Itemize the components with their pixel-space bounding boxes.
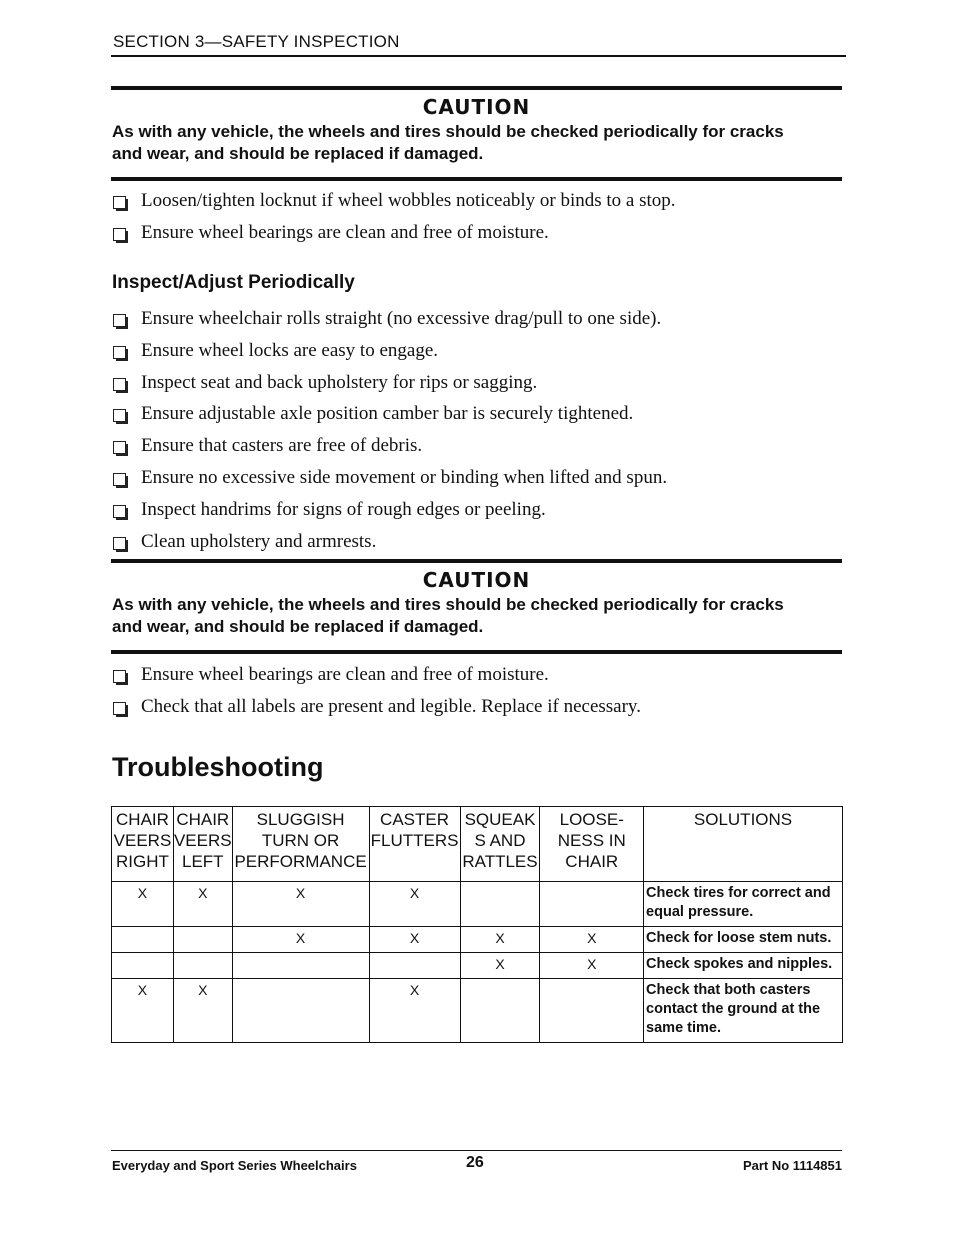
checklist-item-text: Clean upholstery and armrests. xyxy=(141,530,377,552)
checklist-item-text: Check that all labels are present and legible. Replace if necessary. xyxy=(141,695,641,717)
header-line: PERFORMANCE xyxy=(234,852,367,871)
mark-cell: X xyxy=(232,927,369,953)
caution-line: As with any vehicle, the wheels and tires should be checked periodically for cracks xyxy=(112,595,784,614)
caution-box xyxy=(111,86,842,181)
solution-line: Check spokes and nipples. xyxy=(646,956,833,972)
header-rule xyxy=(111,55,846,57)
mark-cell: X xyxy=(112,882,174,927)
header-line: S AND xyxy=(474,831,526,850)
caution-text xyxy=(111,121,842,165)
part-number: Part No 1114851 xyxy=(742,1158,842,1173)
mark-cell xyxy=(460,979,540,1043)
checkbox-icon xyxy=(113,346,126,359)
column-header xyxy=(644,807,843,882)
checklist-item xyxy=(111,663,846,695)
periodic-checklist xyxy=(111,307,846,561)
checklist-item-text: Loosen/tighten locknut if wheel wobbles noticeably or binds to a stop. xyxy=(141,190,676,211)
checkbox-icon xyxy=(113,228,126,241)
mark-cell xyxy=(460,882,540,927)
mark-cell: X xyxy=(540,953,644,979)
troubleshooting-title: Troubleshooting xyxy=(112,752,324,782)
caution-box xyxy=(111,559,842,654)
caution-line: and wear, and should be replaced if damaged. xyxy=(112,144,484,163)
caution-text xyxy=(111,594,842,638)
section-subheading: Inspect/Adjust Periodically xyxy=(112,272,355,293)
checklist-item xyxy=(111,339,846,371)
checklist-item-text: Ensure that casters are free of debris. xyxy=(141,435,423,457)
column-header xyxy=(540,807,644,882)
header-line: SOLUTIONS xyxy=(693,810,793,829)
checkbox-icon xyxy=(113,196,126,209)
mark-cell: X xyxy=(173,882,232,927)
caution-line: and wear, and should be replaced if damaged. xyxy=(112,617,484,636)
header-line: TURN OR xyxy=(261,831,340,850)
checklist-item-text: Ensure wheelchair rolls straight (no excessive drag/pull to one side). xyxy=(141,308,662,329)
checkbox-icon xyxy=(113,670,126,683)
mark-cell xyxy=(173,927,232,953)
header-line: SQUEAK xyxy=(464,810,536,829)
mark-cell: X xyxy=(540,927,644,953)
checkbox-icon xyxy=(113,505,126,518)
checklist-item-text: Inspect seat and back upholstery for rips or sagging. xyxy=(141,371,538,393)
checklist-item-text: Ensure wheel bearings are clean and free of moisture. xyxy=(141,221,549,243)
checkbox-icon xyxy=(113,441,126,454)
checklist-item xyxy=(111,189,846,221)
checklist xyxy=(111,663,846,727)
solution-cell xyxy=(644,882,843,927)
header-line: LOOSE- xyxy=(559,810,624,829)
caution-line: As with any vehicle, the wheels and tires should be checked periodically for cracks xyxy=(112,122,784,141)
troubleshooting-table xyxy=(111,806,843,1043)
solution-line: contact the ground at the xyxy=(646,1001,821,1017)
mark-cell xyxy=(112,927,174,953)
solution-cell xyxy=(644,927,843,953)
solution-cell xyxy=(644,979,843,1043)
footer-rule xyxy=(111,1150,842,1151)
table-row xyxy=(112,927,843,953)
column-header xyxy=(369,807,460,882)
column-header xyxy=(173,807,232,882)
table-row xyxy=(112,979,843,1043)
column-header xyxy=(460,807,540,882)
checklist-item-text: Ensure wheel bearings are clean and free of moisture. xyxy=(141,664,549,685)
mark-cell xyxy=(540,979,644,1043)
mark-cell: X xyxy=(369,979,460,1043)
caution-rule-bottom xyxy=(111,650,842,654)
checkbox-icon xyxy=(113,378,126,391)
caution-rule-top xyxy=(111,86,842,90)
caution-title: CAUTION xyxy=(422,568,531,592)
checklist-item xyxy=(111,371,846,403)
caution-rule-bottom xyxy=(111,177,842,181)
checklist-item xyxy=(111,695,846,727)
solution-line: Check for loose stem nuts. xyxy=(646,930,832,946)
table-row xyxy=(112,882,843,927)
header-line: CHAIR xyxy=(565,852,619,871)
header-line: LEFT xyxy=(181,852,224,871)
checklist-item-text: Ensure wheel locks are easy to engage. xyxy=(141,339,439,361)
section-header: SECTION 3—SAFETY INSPECTION xyxy=(113,32,400,51)
checkbox-icon xyxy=(113,473,126,486)
table-header-row xyxy=(112,807,843,882)
mark-cell: X xyxy=(369,882,460,927)
footer-title: Everyday and Sport Series Wheelchairs xyxy=(112,1158,357,1173)
column-header xyxy=(232,807,369,882)
header-line: CASTER xyxy=(380,810,450,829)
checklist-item-text: Ensure adjustable axle position camber bar is securely tightened. xyxy=(141,403,634,425)
mark-cell: X xyxy=(173,979,232,1043)
checkbox-icon xyxy=(113,409,126,422)
header-line: VEERS xyxy=(113,831,172,850)
caution-title: CAUTION xyxy=(422,95,531,119)
checkbox-icon xyxy=(113,314,126,327)
checklist xyxy=(111,189,846,253)
checklist-item-text: Inspect handrims for signs of rough edges or peeling. xyxy=(141,498,546,520)
mark-cell: X xyxy=(460,927,540,953)
header-line: NESS IN xyxy=(557,831,626,850)
mark-cell: X xyxy=(112,979,174,1043)
mark-cell xyxy=(232,979,369,1043)
mark-cell: X xyxy=(460,953,540,979)
header-line: CHAIR xyxy=(176,810,230,829)
checklist-item-text: Ensure no excessive side movement or binding when lifted and spun. xyxy=(141,466,668,488)
checklist-item xyxy=(111,221,846,253)
checkbox-icon xyxy=(113,537,126,550)
mark-cell xyxy=(232,953,369,979)
checklist-item xyxy=(111,530,846,562)
header-line: SLUGGISH xyxy=(256,810,345,829)
checklist-item xyxy=(111,466,846,498)
caution-rule-top xyxy=(111,559,842,563)
mark-cell: X xyxy=(369,927,460,953)
header-line: RIGHT xyxy=(116,852,169,871)
solution-line: equal pressure. xyxy=(646,904,754,920)
solution-line: Check tires for correct and xyxy=(646,885,831,901)
checklist-item xyxy=(111,434,846,466)
header-line: FLUTTERS xyxy=(370,831,459,850)
mark-cell xyxy=(540,882,644,927)
header-line: CHAIR xyxy=(116,810,169,829)
checklist-item xyxy=(111,307,846,339)
solution-cell xyxy=(644,953,843,979)
header-line: VEERS xyxy=(173,831,232,850)
mark-cell: X xyxy=(232,882,369,927)
page-number: 26 xyxy=(466,1154,484,1171)
column-header xyxy=(112,807,174,882)
mark-cell xyxy=(112,953,174,979)
table-row xyxy=(112,953,843,979)
checkbox-icon xyxy=(113,702,126,715)
solution-line: same time. xyxy=(646,1020,722,1036)
header-line: RATTLES xyxy=(462,852,538,871)
mark-cell xyxy=(369,953,460,979)
solution-line: Check that both casters xyxy=(646,982,811,998)
checklist-item xyxy=(111,498,846,530)
mark-cell xyxy=(173,953,232,979)
checklist-item xyxy=(111,402,846,434)
